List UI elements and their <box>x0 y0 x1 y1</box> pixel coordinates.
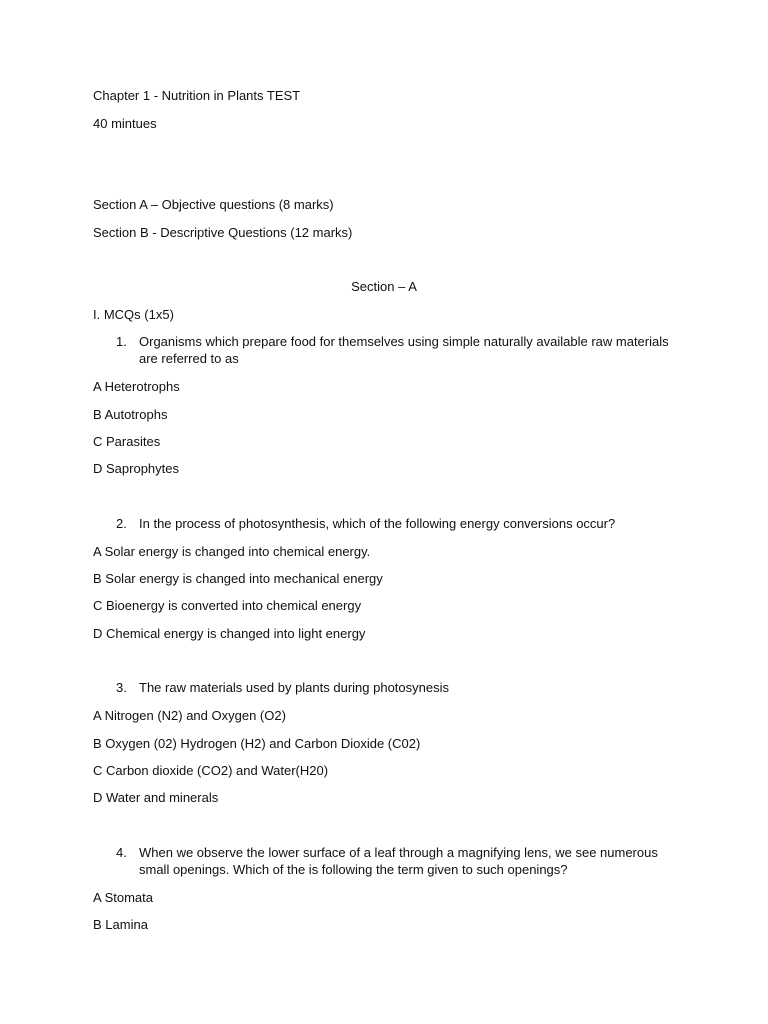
question-text-line1: In the process of photosynthesis, which of the following energy conversions occur? <box>139 516 616 531</box>
section-a-heading: Section – A <box>351 279 417 294</box>
question-text-line1: The raw materials used by plants during photosynesis <box>139 680 449 695</box>
question-text-line2: are referred to as <box>139 351 239 366</box>
question-number: 2. <box>116 516 127 531</box>
option-d: D Saprophytes <box>93 461 179 476</box>
option-b: B Autotrophs <box>93 407 168 422</box>
question-text-line1: Organisms which prepare food for themselves using simple naturally available raw materials <box>139 334 669 349</box>
mcq-heading: I. MCQs (1x5) <box>93 307 174 322</box>
option-a: A Solar energy is changed into chemical energy. <box>93 544 371 559</box>
question-number: 3. <box>116 680 127 695</box>
option-d: D Water and minerals <box>93 790 219 805</box>
option-a: A Heterotrophs <box>93 379 180 394</box>
option-a: A Nitrogen (N2) and Oxygen (O2) <box>93 708 286 723</box>
option-b: B Lamina <box>93 917 148 932</box>
question-text-line1: When we observe the lower surface of a leaf through a magnifying lens, we see numerous <box>139 845 658 860</box>
question-number: 4. <box>116 845 127 860</box>
option-d: D Chemical energy is changed into light energy <box>93 626 366 641</box>
option-b: B Oxygen (02) Hydrogen (H2) and Carbon Dioxide (C02) <box>93 736 421 751</box>
question-number: 1. <box>116 334 127 349</box>
test-duration: 40 mintues <box>93 116 157 131</box>
option-a: A Stomata <box>93 890 153 905</box>
option-c: C Carbon dioxide (CO2) and Water(H20) <box>93 763 329 778</box>
section-a-overview: Section A – Objective questions (8 marks) <box>93 197 334 212</box>
question-text-line2: small openings. Which of the is following the term given to such openings? <box>139 862 568 877</box>
option-c: C Bioenergy is converted into chemical energy <box>93 598 362 613</box>
section-b-overview: Section B - Descriptive Questions (12 marks) <box>93 225 353 240</box>
option-b: B Solar energy is changed into mechanical energy <box>93 571 383 586</box>
test-title: Chapter 1 - Nutrition in Plants TEST <box>93 88 301 103</box>
option-c: C Parasites <box>93 434 161 449</box>
